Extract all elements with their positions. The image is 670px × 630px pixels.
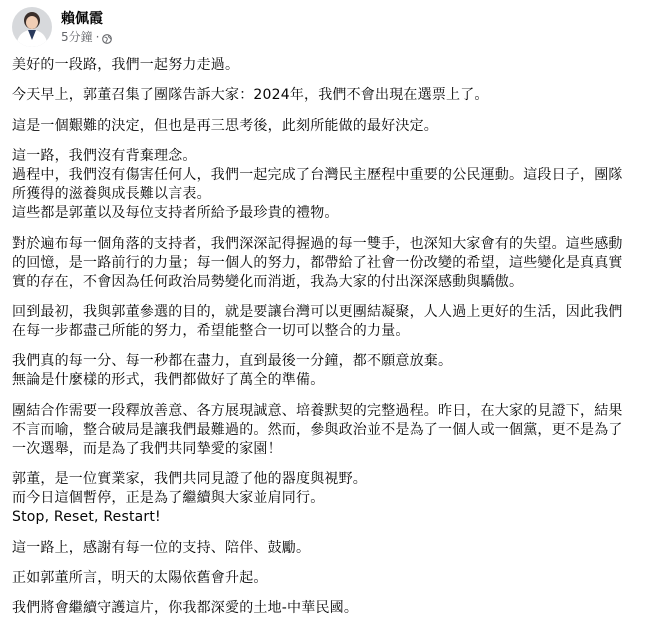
post-text-line: 對於遍布每一個角落的支持者，我們深深記得握過的每一雙手，也深知大家會有的失望。這些感動 [12,235,623,252]
post-paragraph [12,86,662,105]
post-text-line: 實的存在，不會因為任何政治局勢變化而消逝，我為大家的付出深深感動與驕傲。 [12,273,524,290]
post-timestamp[interactable]: 5分鐘 [61,29,93,44]
post-text-line: 團結合作需要一段釋放善意、各方展現誠意、培養默契的完整過程。昨日，在大家的見證下，結果 [12,402,623,419]
post-meta [61,10,112,45]
post-text-line: 一次選舉，而是為了我們共同摯愛的家園！ [12,440,282,457]
post-paragraph [12,539,662,558]
post-header [12,7,112,47]
post-paragraph [12,56,662,75]
post-text-line: 郭董，是一位實業家，我們共同見證了他的器度與視野。 [12,471,367,488]
meta-separator: · [95,29,100,44]
post-text-line: 而今日這個暫停，正是為了繼續與大家並肩同行。 [12,490,325,507]
post-text-line: 的回憶，是一路前行的力量；每一個人的努力，都帶給了社會一份改變的希望，這些變化是真真實 [12,254,623,271]
post-paragraph [12,470,662,527]
avatar-face-shape [26,16,38,29]
post-text-line: 這一路，我們沒有背棄理念。 [12,148,197,165]
post-paragraph [12,147,662,223]
post-paragraph [12,235,662,292]
post-text-line: 不言而喻，整合破局是讓我們最難過的。然而，參與政治並不是為了一個人或一個黨，更不是為了 [12,421,623,438]
post-text-line: 這是一個艱難的決定，但也是再三思考後，此刻所能做的最好決定。 [12,117,438,134]
author-name[interactable]: 賴佩霞 [61,10,103,27]
post-subline [61,29,112,45]
post-text-line: 美好的一段路，我們一起努力走過。 [12,57,240,73]
post-text-line: 無論是什麼樣的形式，我們都做好了萬全的準備。 [12,372,325,389]
post-text-line: 回到最初，我與郭董參選的目的，就是要讓台灣可以更團結凝聚，人人過上更好的生活，因此我們 [12,303,623,320]
post-text-line: 我們將會繼續守護這片，你我都深愛的土地-中華民國。 [12,600,359,617]
post-body [12,56,662,630]
globe-icon[interactable] [102,32,112,42]
post-text-line: 在每一步都盡己所能的努力，希望能整合一切可以整合的力量。 [12,322,410,339]
post-text-line: 過程中，我們沒有傷害任何人，我們一起完成了台灣民主歷程中重要的公民運動。這段日子，團隊 [12,167,623,184]
post-paragraph [12,303,662,341]
post-text-line: Stop, Reset, Restart! [12,509,161,526]
post-text-line: 今天早上，郭董召集了團隊告訴大家：2024年，我們不會出現在選票上了。 [12,87,489,104]
post-paragraph [12,352,662,390]
post-text-line: 這一路上，感謝有每一位的支持、陪伴、鼓勵。 [12,539,311,556]
post-text-line: 所獲得的滋養與成長難以言表。 [12,186,211,203]
post-paragraph [12,402,662,459]
avatar[interactable] [12,7,52,47]
post-text-line: 正如郭董所言，明天的太陽依舊會升起。 [12,569,268,586]
post-paragraph [12,599,662,618]
post-paragraph [12,569,662,588]
post-text-line: 我們真的每一分、每一秒都在盡力，直到最後一分鐘，都不願意放棄。 [12,353,453,370]
post-paragraph [12,117,662,136]
post-text-line: 這些都是郭董以及每位支持者所給予最珍貴的禮物。 [12,205,339,222]
